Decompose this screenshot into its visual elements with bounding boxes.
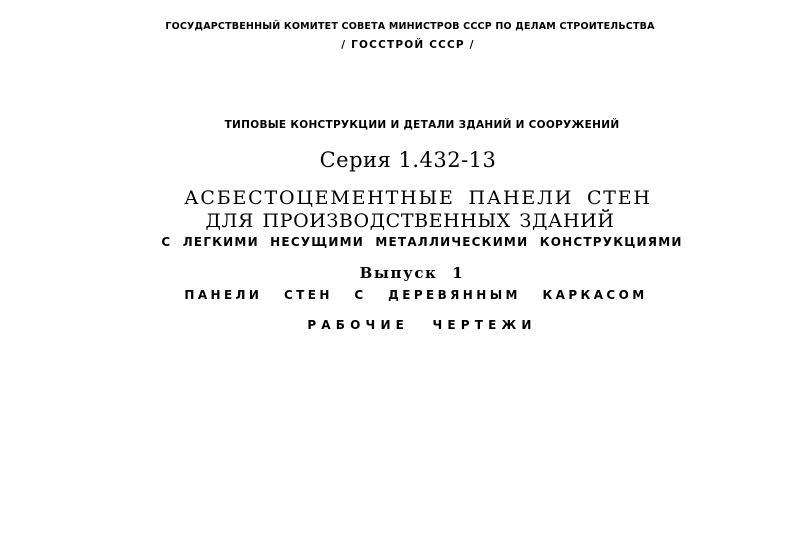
committee-name: ГОСУДАРСТВЕННЫЙ КОМИТЕТ СОВЕТА МИНИСТРОВ СССР ПО ДЕЛАМ СТРОИТЕЛЬСТВА <box>165 21 655 32</box>
document-title-line-2: ДЛЯ ПРОИЗВОДСТВЕННЫХ ЗДАНИЙ <box>205 210 615 232</box>
drawing-type: РАБОЧИЕ ЧЕРТЕЖИ <box>307 318 537 332</box>
document-category: ТИПОВЫЕ КОНСТРУКЦИИ И ДЕТАЛИ ЗДАНИЙ И СООРУЖЕНИЙ <box>224 119 620 131</box>
document-title-line-1: АСБЕСТОЦЕМЕНТНЫЕ ПАНЕЛИ СТЕН <box>184 187 652 209</box>
series-number: Серия 1.432-13 <box>319 148 497 172</box>
issue-number: Выпуск 1 <box>359 264 465 282</box>
issue-description: ПАНЕЛИ СТЕН С ДЕРЕВЯННЫМ КАРКАСОМ <box>184 288 648 302</box>
document-subtitle: С ЛЕГКИМИ НЕСУЩИМИ МЕТАЛЛИЧЕСКИМИ КОНСТРУКЦИЯМИ <box>161 235 683 249</box>
committee-abbreviation: / ГОССТРОЙ СССР / <box>341 39 475 51</box>
